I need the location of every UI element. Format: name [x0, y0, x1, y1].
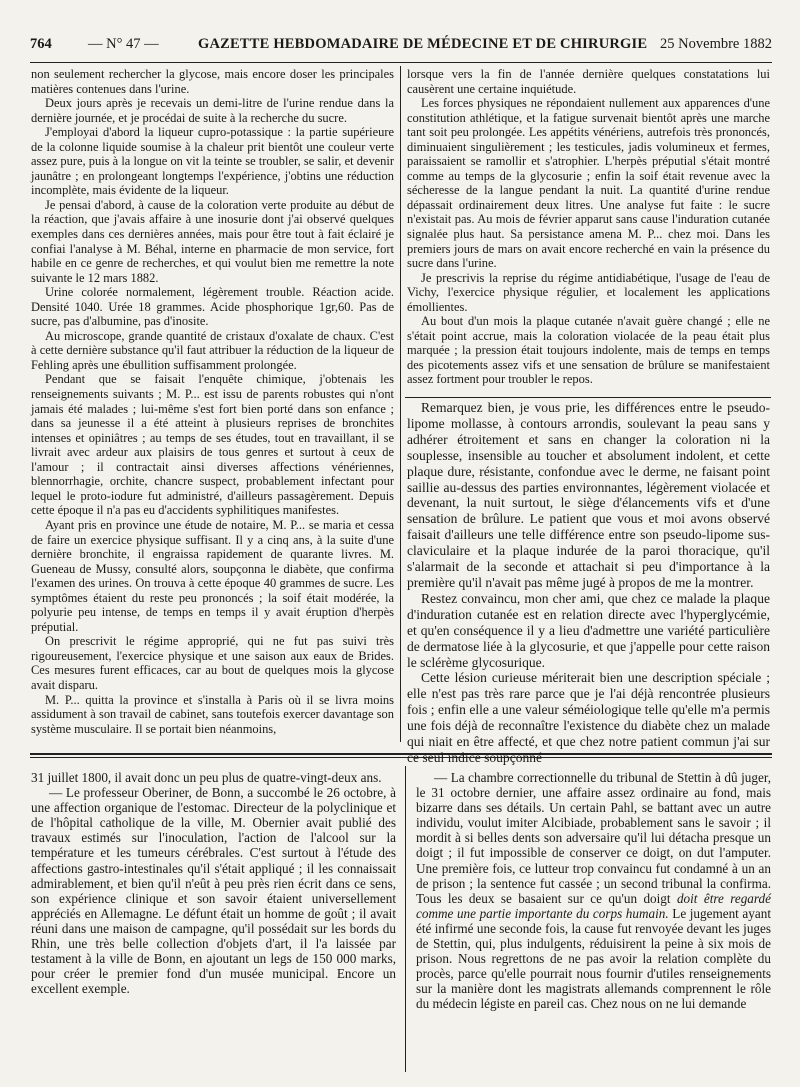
paragraph: J'employai d'abord la liqueur cupro-potassique : la partie supérieure de la colonne liquide soumise à la chaleur prit bientôt une couleur verte assez pure, puis à la longue on vit la teinte se troubler, se salir, et devenir jaunâtre ; en prolongeant longtemps l'expérience, j'obtins une réduction incomplète, mais évidente de la liqueur. — [31, 125, 394, 198]
paragraph: Pendant que se faisait l'enquête chimique, j'obtenais les renseignements suivants ; M. P... est issu de parents robustes qui n'ont jamais été malades ; lui-même s'est fort bien porté dans son enfance ; dans sa jeunesse il a été atteint à plusieurs reprises de bronchites intenses et opiniâtres ; au temps de ses études, tout en travaillant, il se livrait avec ardeur aux plaisirs de tous genres et surtout à ceux de l'amour ; il contractait ainsi diverses affections vénériennes, blennorrhagie, orchite, chancre suspect, probablement infectant pour lequel le proto-iodure fut administré, d'ailleurs passagèrement. Depuis cette époque il n'a pas eu d'accidents syphilitiques manifestes. — [31, 372, 394, 518]
article-column-left — [31, 67, 394, 740]
journal-title: GAZETTE HEBDOMADAIRE DE MÉDECINE ET DE CHIRURGIE — [198, 36, 648, 52]
paragraph: Remarquez bien, je vous prie, les différences entre le pseudo-lipome mollasse, à contours arrondis, soulevant la peau sans y adhérer étroitement et sans en changer la coloration ni la souplesse, insensible au toucher et absolument indolent, et cette plaque dure, résistante, confondue avec le derme, ne faisant point saillie au-dessus des parties environnantes, légèrement violacée et devenant, la nuit surtout, le siège d'élancements vifs et d'une sensation de brûlure. Le patient que vous et moi avons observé faisait d'ailleurs une telle différence entre son pseudo-lipome sus-claviculaire et la plaque indurée de la paroi thoracique, qu'il s'alarmait de la seconde et attachait si peu d'importance à la première qu'il n'avait pas même jugé à propos de me la montrer. — [407, 400, 770, 590]
paragraph: Je prescrivis la reprise du régime antidiabétique, l'usage de l'eau de Vichy, l'exercice physique régulier, et localement les applications émollientes. — [407, 270, 770, 314]
column-divider-lower — [405, 766, 406, 1072]
column-divider-upper — [400, 66, 401, 742]
paragraph: Urine colorée normalement, légèrement trouble. Réaction acide. Densité 1040. Urée 18 grammes. Acide phosphorique 1gr,60. Pas de sucre, pas d'albumine, pas d'inosite. — [31, 285, 394, 329]
paragraph: 31 juillet 1800, il avait donc un peu plus de quatre-vingt-deux ans. — [31, 770, 382, 785]
news-column-left — [31, 770, 396, 1070]
article-column-right-bottom — [407, 400, 770, 765]
paragraph: Cette lésion curieuse mériterait bien une description spéciale ; elle n'est pas très rare parce que je l'ai déjà rencontrée plusieurs fois ; enfin elle a une valeur séméiologique telle qu'elle m'a permis une fois déjà de reconnaître l'existence du diabète chez un malade qui niait en être affecté, et que chez notre patient commun j'ai sur ce seul indice soupçonné — [407, 670, 770, 765]
page-number: 764 — [30, 36, 52, 52]
paragraph: Au bout d'un mois la plaque cutanée n'avait guère changé ; elle ne s'était point accrue, mais la coloration violacée de la peau était plus marquée ; la pression était toujours indolente, mais de temps en temps des picotements assez vifs et une sensation de brûlure se manifestaient assez fortment pour troubler le repos. — [407, 314, 770, 387]
italic-quote: doit être regardé comme une partie importante du corps humain. — [416, 890, 771, 921]
page-header — [30, 36, 772, 56]
paragraph: non seulement rechercher la glycose, mais encore doser les principales matières contenues dans l'urine. — [31, 67, 394, 96]
paragraph: Ayant pris en province une étude de notaire, M. P... se maria et cessa de faire un exercice physique suffisant. Il y a cinq ans, à la suite d'une dernière bronchite, il engraissa rapidement de quarante livres. M. Gueneau de Mussy, consulté alors, soupçonna le diabète, que confirma l'examen des urines. On trouva à cette époque 40 grammes de sucre. Les symptômes étaient du reste peu prononcés ; la soif était modérée, la polyurie peu intense, de temps en temps il y avait éruption d'herpès préputial. — [31, 517, 394, 634]
paragraph: lorsque vers la fin de l'année dernière quelques constatations lui causèrent une certaine inquiétude. — [407, 67, 770, 96]
issue-date: 25 Novembre 1882 — [660, 36, 772, 52]
paragraph: On prescrivit le régime approprié, qui ne fut pas suivi très rigoureusement, l'exercice physique et une saison aux eaux de Brides. Ces mesures furent efficaces, car au bout de quelques mois la glycose avait disparu. — [31, 634, 394, 692]
paragraph: Restez convaincu, mon cher ami, que chez ce malade la plaque d'induration cutanée est en relation directe avec l'hyperglycémie, et qu'en conséquence il y a lieu d'admettre une variété particulière de dermatose liée à la glycosurie, et que j'appelle pour cette raison le sclérème glycosurique. — [407, 590, 770, 670]
issue-number: — N° 47 — — [88, 36, 159, 52]
paragraph: Les forces physiques ne répondaient nullement aux apparences d'une constitution athlétique, et la fatigue survenait bientôt après une marche tant soit peu prolongée. Les appétits vénériens, autrefois très prononcés, diminuaient singulièrement ; les testicules, jadis volumineux et fermes, paraissaient se ramollir et s'atrophier. L'herpès préputial s'était montré comme au temps de la glycosurie ; enfin la soif était revenue avec la sécheresse de la langue pendant la nuit. La quantité d'urine rendue dépassait ordinairement deux litres. Une analyse fut faite : le sucre n'existait pas. Au mois de février apparut sans cause l'induration cutanée signalée plus haut. Sa persistance amena M. P... chez moi. Dans les premiers jours de mars on avait encore recherché en vain la présence du sucre dans l'urine. — [407, 96, 770, 271]
article-column-right-top — [407, 67, 770, 395]
news-text: Le jugement ayant été infirmé une seconde fois, la cause fut renvoyée devant les juges de Stettin, qui, plus indulgents, réduisirent la peine à six mois de prison. Nous regrettons de ne pas avoir la relation complète du procès, parce qu'elle pourrait nous fournir d'utiles renseignements sur la manière dont les magistrats allemands comprennent le rôle du médecin légiste en pareil cas. Chez nous on ne lui demande — [416, 905, 771, 1012]
paragraph: Je pensai d'abord, à cause de la coloration verte produite au début de la réaction, que j'avais affaire à une inosurie dont j'ai observé quelques exemples dans ces dernières années, mais pour être tout à fait éclairé je confiai l'analyse à M. Béhal, interne en pharmacie de mon service, fort habile en ce genre de recherches, et qui voulut bien me remettre la note suivante le 12 mars 1882. — [31, 197, 394, 285]
paragraph — [416, 770, 771, 1012]
news-text: — La chambre correctionnelle du tribunal de Stettin à dû juger, le 31 octobre dernier, une affaire assez ordinaire au fond, mais bizarre dans ses détails. Un certain Pahl, se battant avec un autre individu, voulut imiter Alcibiade, probablement sans le savoir ; il mordit à si belles dents son adversaire qu'il lui détacha presque un doigt ; il fut impossible de conserver ce doigt, on dut l'amputer. Une première fois, ce lutteur trop convaincu fut condamné à un an de prison ; la sentence fut cassée ; un second tribunal la confirma. Tous les deux se basaient sur ce qu'un doigt — [416, 770, 771, 906]
news-column-right — [416, 770, 771, 1070]
header-rule — [30, 62, 772, 63]
paragraph: Deux jours après je recevais un demi-litre de l'urine rendue dans la dernière journée, et je procédai de suite à la recherche du sucre. — [31, 96, 394, 125]
paragraph: M. P... quitta la province et s'installa à Paris où il se livra moins assidument à son travail de cabinet, sans toutefois exercer davantage son système musculaire. Il se portait bien néanmoins, — [31, 692, 394, 736]
section-divider-right — [405, 397, 771, 398]
paragraph: — Le professeur Oberiner, de Bonn, a succombé le 26 octobre, à une affection organique de l'estomac. Directeur de la polyclinique et de l'hôpital catholique de la ville, M. Obernier avait publié des travaux estimés sur l'inoculation, l'action de l'alcool sur la température et les tumeurs cérébrales. C'est surtout à l'étude des affections gastro-intestinales qu'il s'était appliqué ; il les connaissait admirablement, et bien qu'il n'eût à peu près rien écrit dans ce sens, son expérience clinique et son savoir étaient universellement appréciés en Allemagne. Le défunt était un homme de goût ; il avait réuni dans une maison de campagne, qu'il possédait sur les bords du Rhin, une très belle collection d'objets d'art, il l'a laissée par testament à la ville de Bonn, en ajoutant un legs de 150 000 marks, pour créer le premier fond d'un musée municipal. Encore un excellent exemple. — [31, 785, 396, 997]
paragraph: Au microscope, grande quantité de cristaux d'oxalate de chaux. C'est à cette dernière substance qu'il faut attribuer la réduction de la liqueur de Fehling après une ébullition suffisamment prolongée. — [31, 328, 394, 372]
